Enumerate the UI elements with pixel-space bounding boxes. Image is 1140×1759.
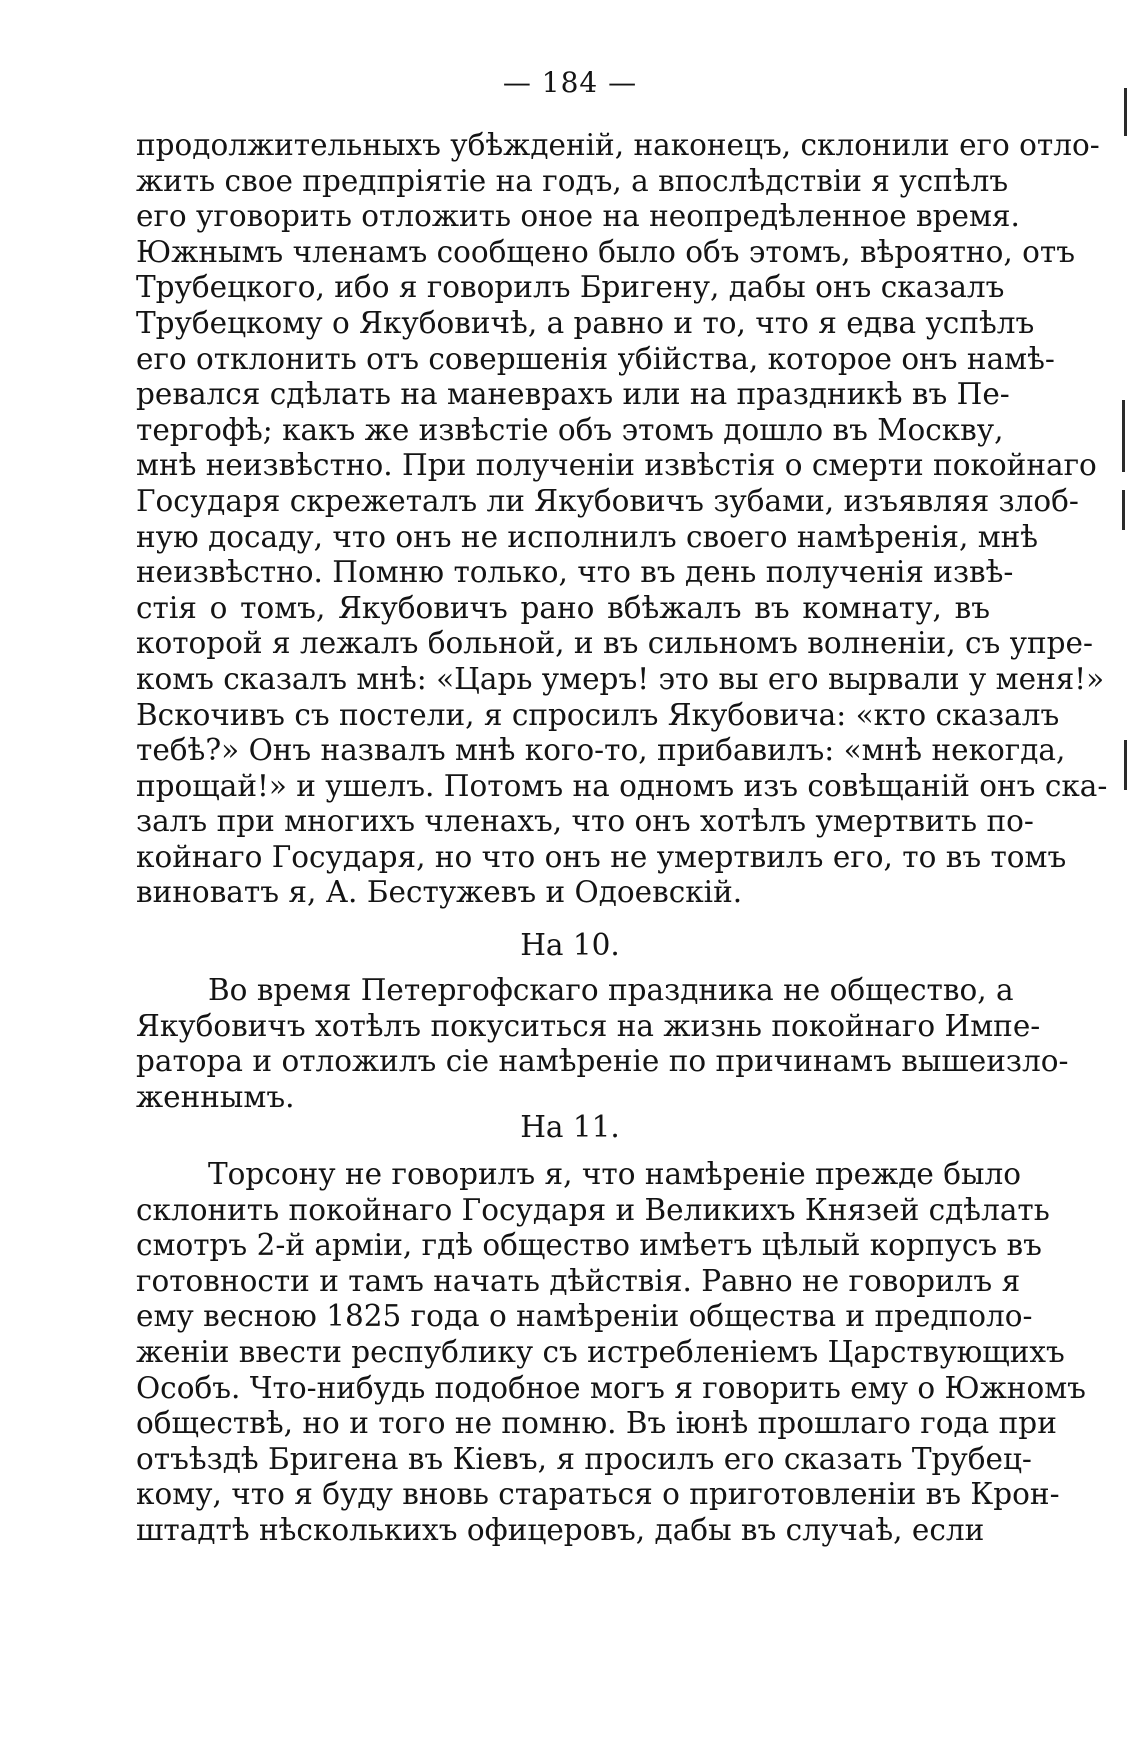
text-line: жить свое предпріятіе на годъ, а впослѣдствіи я успѣлъ <box>136 163 1009 198</box>
text-line: ную досаду, что онъ не исполнилъ своего намѣренія, мнѣ <box>136 519 1039 554</box>
text-line: тебѣ?» Онъ назвалъ мнѣ кого-то, прибавилъ: «мнѣ некогда, <box>136 733 1066 768</box>
text-line: его уговорить отложить оное на неопредѣленное время. <box>136 199 1020 234</box>
text-line: Во время Петергофскаго праздника не общество, а <box>208 973 1014 1007</box>
scan-edge-mark <box>1122 400 1125 472</box>
text-line: ратора и отложилъ сіе намѣреніе по причинамъ вышеизло- <box>136 1044 1069 1079</box>
text-line: Южнымъ членамъ сообщено было объ этомъ, вѣроятно, отъ <box>136 234 1075 269</box>
text-line: которой я лежалъ больной, и въ сильномъ волненіи, съ упре- <box>136 626 1093 661</box>
text-line: штадтѣ нѣсколькихъ офицеровъ, дабы въ случаѣ, если <box>136 1512 985 1547</box>
section-heading-10: На 10. <box>520 928 620 962</box>
text-line: виноватъ я, А. Бестужевъ и Одоевскій. <box>136 875 743 910</box>
text-line: склонить покойнаго Государя и Великихъ Князей сдѣлать <box>136 1192 1050 1227</box>
text-line: ревался сдѣлать на маневрахъ или на праздникѣ въ Пе- <box>136 377 1010 412</box>
text-line: смотръ 2-й арміи, гдѣ общество имѣетъ цѣлый корпусъ въ <box>136 1228 1042 1263</box>
scan-edge-mark <box>1124 88 1127 136</box>
text-line: женнымъ. <box>136 1079 295 1114</box>
text-line: залъ при многихъ членахъ, что онъ хотѣлъ умертвить по- <box>136 804 1034 839</box>
text-line: женіи ввести республику съ истребленіемъ Царствующихъ <box>136 1334 1065 1369</box>
text-line: ему весною 1825 года о намѣреніи общества и предполо- <box>136 1299 1033 1334</box>
text-line: продолжительныхъ убѣжденій, наконецъ, склонили его отло- <box>136 128 1100 162</box>
text-line: обществѣ, но и того не помню. Въ іюнѣ прошлаго года при <box>136 1406 1057 1441</box>
text-line: мнѣ неизвѣстно. При полученіи извѣстія о смерти покойнаго <box>136 448 1097 483</box>
paragraph-block-1 <box>136 128 1108 911</box>
text-line: его отклонить отъ совершенія убійства, которое онъ намѣ- <box>136 341 1055 376</box>
text-line: отъѣздѣ Бригена въ Кіевъ, я просилъ его сказать Трубец- <box>136 1441 1032 1476</box>
text-line: Якубовичъ хотѣлъ покуситься на жизнь покойнаго Импе- <box>136 1008 1041 1043</box>
page-number: — 184 — <box>502 66 638 99</box>
text-line: тергофѣ; какъ же извѣстіе объ этомъ дошло въ Москву, <box>136 412 1004 447</box>
scan-edge-mark <box>1122 490 1125 530</box>
text-line: готовности и тамъ начать дѣйствія. Равно не говорилъ я <box>136 1263 1021 1298</box>
text-line: прощай!» и ушелъ. Потомъ на одномъ изъ совѣщаній онъ ска- <box>136 768 1108 803</box>
text-line: Государя скрежеталъ ли Якубовичъ зубами, изъявляя злоб- <box>136 483 1079 518</box>
text-line: Вскочивъ съ постели, я спросилъ Якубовича: «кто сказалъ <box>136 697 1060 732</box>
text-line: комъ сказалъ мнѣ: «Царь умеръ! это вы его вырвали у меня!» <box>136 661 1105 696</box>
text-line: Трубецкому о Якубовичѣ, а равно и то, что я едва успѣлъ <box>136 305 1035 340</box>
paragraph-block-2 <box>136 973 1069 1115</box>
text-line: Трубецкого, ибо я говорилъ Бригену, дабы онъ сказалъ <box>136 270 1005 305</box>
text-line: койнаго Государя, но что онъ не умертвилъ его, то въ томъ <box>136 839 1067 874</box>
text-line: стія о томъ, Якубовичъ рано вбѣжалъ въ комнату, въ <box>136 590 990 625</box>
scan-edge-mark <box>1124 740 1127 790</box>
text-line: Особъ. Что-нибудь подобное могъ я говорить ему о Южномъ <box>136 1370 1086 1405</box>
text-line: неизвѣстно. Помню только, что въ день полученія извѣ- <box>136 555 1014 590</box>
paragraph-block-3 <box>136 1157 1086 1549</box>
section-heading-11: На 11. <box>520 1110 620 1144</box>
text-line: Торсону не говорилъ я, что намѣреніе прежде было <box>208 1157 1021 1191</box>
text-line: кому, что я буду вновь стараться о приготовленіи въ Крон- <box>136 1477 1060 1512</box>
